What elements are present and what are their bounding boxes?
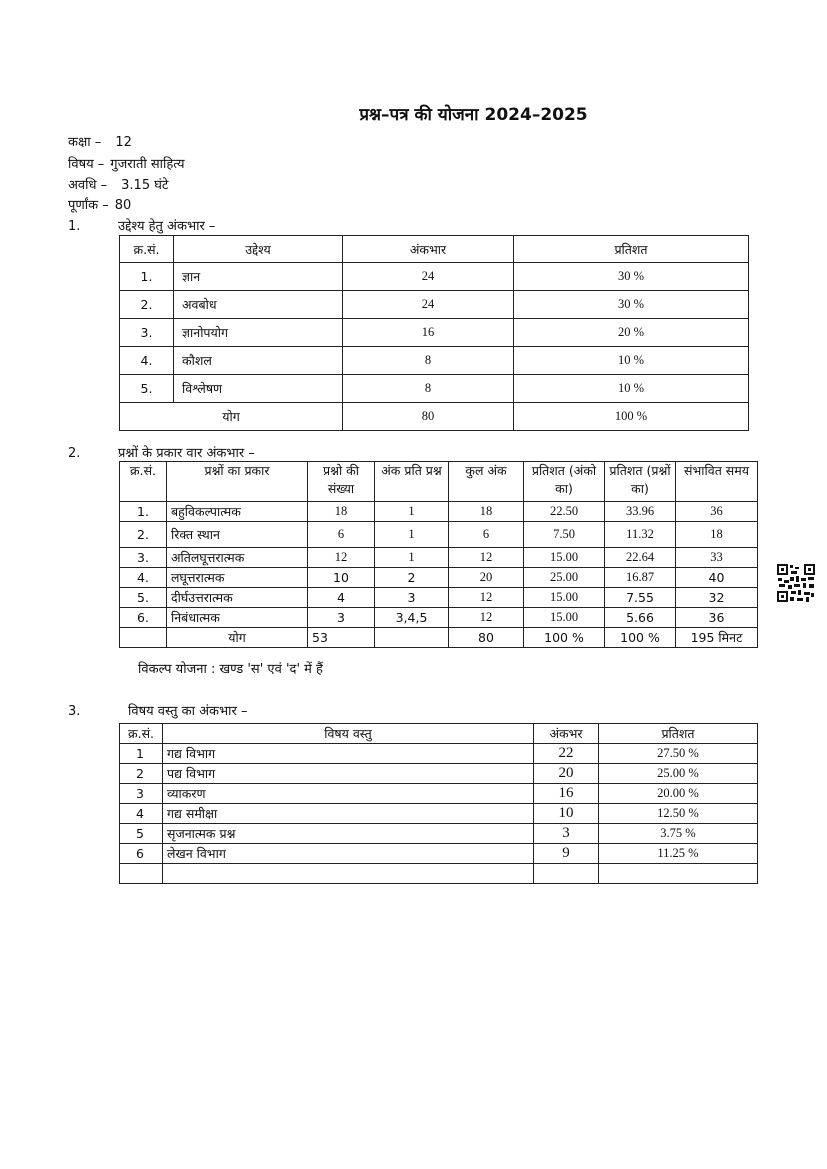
cell: 15.00: [524, 548, 605, 568]
cell: 33.96: [605, 502, 676, 522]
table-row: [120, 548, 758, 568]
cell: 6: [120, 844, 163, 864]
col-header: अंक प्रति प्रश्न: [375, 462, 449, 502]
cell: 22: [534, 744, 599, 764]
total-label: योग: [167, 628, 308, 648]
cell: 15.00: [524, 608, 605, 628]
cell: 24: [343, 263, 514, 291]
cell: 5.: [120, 375, 174, 403]
cell: गद्य विभाग: [163, 744, 534, 764]
page-title: प्रश्न–पत्र की योजना 2024–2025: [359, 105, 588, 125]
table-row: [120, 588, 758, 608]
col-header: क्र.सं.: [120, 462, 167, 502]
col-header: कुल अंक: [449, 462, 524, 502]
section1-title: उद्देश्य हेतु अंकभार –: [118, 219, 216, 234]
cell: 4.: [120, 568, 167, 588]
cell: 6: [449, 522, 524, 548]
col-header: अंकभार: [343, 236, 514, 263]
cell: 30 %: [514, 263, 749, 291]
section3-number: 3.: [68, 704, 81, 719]
content-weightage-table: [119, 723, 758, 884]
cell: 12: [449, 588, 524, 608]
cell: 3: [375, 588, 449, 608]
cell: 25.00: [524, 568, 605, 588]
table-row: [120, 764, 758, 784]
marks-line: [68, 195, 131, 213]
cell: 5.66: [605, 608, 676, 628]
class-value: 12: [115, 135, 132, 150]
table-row: [120, 319, 749, 347]
col-header: प्रतिशत: [514, 236, 749, 263]
cell: 12: [449, 548, 524, 568]
cell: 3: [534, 824, 599, 844]
total-marks: 80: [449, 628, 524, 648]
cell: [163, 864, 534, 884]
table-row: [120, 608, 758, 628]
col-header: विषय वस्तु: [163, 724, 534, 744]
cell: 16.87: [605, 568, 676, 588]
cell: [534, 864, 599, 884]
section2-number: 2.: [68, 446, 81, 461]
cell: 4: [120, 804, 163, 824]
cell: 7.55: [605, 588, 676, 608]
cell: 3.: [120, 319, 174, 347]
col-header: प्रतिशत (प्रश्नों का): [605, 462, 676, 502]
table-row: [120, 522, 758, 548]
qr-code-icon: [776, 563, 816, 603]
cell: 5: [120, 824, 163, 844]
cell: 12: [308, 548, 375, 568]
cell: 40: [676, 568, 758, 588]
cell: 4: [308, 588, 375, 608]
duration-line: [68, 175, 168, 193]
cell: 36: [676, 502, 758, 522]
table-row: [120, 784, 758, 804]
cell: 1: [375, 522, 449, 548]
cell: 20 %: [514, 319, 749, 347]
cell: लेखन विभाग: [163, 844, 534, 864]
cell: 3.: [120, 548, 167, 568]
cell: 2.: [120, 291, 174, 319]
cell: रिक्त स्थान: [167, 522, 308, 548]
duration-value: 3.15 घंटे: [121, 178, 169, 193]
cell: ज्ञानोपयोग: [174, 319, 343, 347]
cell: व्याकरण: [163, 784, 534, 804]
cell: 11.25 %: [599, 844, 758, 864]
table-row: [120, 568, 758, 588]
cell: 32: [676, 588, 758, 608]
cell: 8: [343, 375, 514, 403]
cell: 2.: [120, 522, 167, 548]
total-row: [120, 403, 749, 431]
cell: 20.00 %: [599, 784, 758, 804]
class-line: [68, 132, 132, 150]
cell: 20: [534, 764, 599, 784]
cell: अतिलघूत्तरात्मक: [167, 548, 308, 568]
cell: 24: [343, 291, 514, 319]
section1-number: 1.: [68, 219, 81, 234]
section1-heading: [68, 216, 215, 234]
marks-value: 80: [114, 198, 132, 213]
total-marks: 80: [343, 403, 514, 431]
cell: 33: [676, 548, 758, 568]
cell: अवबोध: [174, 291, 343, 319]
option-scheme-note: विकल्प योजना : खण्ड 'स' एवं 'द' में हैं: [138, 662, 323, 677]
cell: 3,4,5: [375, 608, 449, 628]
cell: 2: [375, 568, 449, 588]
cell: 22.50: [524, 502, 605, 522]
cell: 7.50: [524, 522, 605, 548]
section2-title: प्रश्नों के प्रकार वार अंकभार –: [118, 446, 255, 461]
total-percent-questions: 100 %: [605, 628, 676, 648]
cell: 16: [534, 784, 599, 804]
cell: 3.75 %: [599, 824, 758, 844]
duration-label: अवधि –: [68, 178, 108, 193]
cell: 30 %: [514, 291, 749, 319]
table-header-row: [120, 462, 758, 502]
cell: 6: [308, 522, 375, 548]
cell: 1: [375, 502, 449, 522]
cell: 18: [308, 502, 375, 522]
table-row: [120, 744, 758, 764]
cell: 1: [375, 548, 449, 568]
col-header: क्र.सं.: [120, 236, 174, 263]
cell: 3: [308, 608, 375, 628]
table-header-row: [120, 236, 749, 263]
subject-value: गुजराती साहित्य: [110, 157, 185, 172]
subject-label: विषय –: [68, 157, 105, 172]
cell: 8: [343, 347, 514, 375]
table-row: [120, 291, 749, 319]
cell: 2: [120, 764, 163, 784]
cell: 20: [449, 568, 524, 588]
cell: 16: [343, 319, 514, 347]
col-header: प्रतिशत: [599, 724, 758, 744]
cell: [120, 864, 163, 884]
objective-weightage-table: [119, 235, 749, 431]
cell: लघूत्तरात्मक: [167, 568, 308, 588]
class-label: कक्षा –: [68, 135, 102, 150]
col-header: उद्देश्य: [174, 236, 343, 263]
cell: पद्य विभाग: [163, 764, 534, 784]
subject-line: [68, 154, 185, 172]
cell: 11.32: [605, 522, 676, 548]
cell: 10: [534, 804, 599, 824]
marks-label: पूर्णांक –: [68, 198, 109, 213]
cell: 27.50 %: [599, 744, 758, 764]
table-row: [120, 263, 749, 291]
total-row: [120, 628, 758, 648]
cell: 10: [308, 568, 375, 588]
cell: कौशल: [174, 347, 343, 375]
total-label: योग: [120, 403, 343, 431]
section3-title: विषय वस्तु का अंकभार –: [128, 704, 248, 719]
question-type-table: [119, 461, 758, 648]
total-percent-marks: 100 %: [524, 628, 605, 648]
total-count: 53: [308, 628, 375, 648]
col-header: संभावित समय: [676, 462, 758, 502]
cell: 10 %: [514, 375, 749, 403]
cell: 25.00 %: [599, 764, 758, 784]
col-header: अंकभर: [534, 724, 599, 744]
table-row: [120, 864, 758, 884]
cell: 12.50 %: [599, 804, 758, 824]
cell: 6.: [120, 608, 167, 628]
cell: [599, 864, 758, 884]
col-header: क्र.सं.: [120, 724, 163, 744]
col-header: प्रतिशत (अंको का): [524, 462, 605, 502]
col-header: प्रश्नों का प्रकार: [167, 462, 308, 502]
cell: 5.: [120, 588, 167, 608]
total-percent: 100 %: [514, 403, 749, 431]
section2-heading: [68, 443, 255, 461]
cell: 22.64: [605, 548, 676, 568]
section3-heading: [68, 701, 247, 719]
cell: सृजनात्मक प्रश्न: [163, 824, 534, 844]
table-row: [120, 804, 758, 824]
cell: 1.: [120, 502, 167, 522]
cell: निबंधात्मक: [167, 608, 308, 628]
cell: 36: [676, 608, 758, 628]
cell: 18: [676, 522, 758, 548]
total-time: 195 मिनट: [676, 628, 758, 648]
cell: ज्ञान: [174, 263, 343, 291]
table-row: [120, 824, 758, 844]
cell: 1.: [120, 263, 174, 291]
cell: [375, 628, 449, 648]
cell: 10 %: [514, 347, 749, 375]
cell: बहुविकल्पात्मक: [167, 502, 308, 522]
table-row: [120, 375, 749, 403]
cell: 12: [449, 608, 524, 628]
cell: 1: [120, 744, 163, 764]
table-row: [120, 347, 749, 375]
table-header-row: [120, 724, 758, 744]
table-row: [120, 502, 758, 522]
cell: [120, 628, 167, 648]
cell: विश्लेषण: [174, 375, 343, 403]
cell: 3: [120, 784, 163, 804]
cell: गद्य समीक्षा: [163, 804, 534, 824]
cell: 9: [534, 844, 599, 864]
table-row: [120, 844, 758, 864]
cell: दीर्घउत्तरात्मक: [167, 588, 308, 608]
cell: 15.00: [524, 588, 605, 608]
cell: 18: [449, 502, 524, 522]
cell: 4.: [120, 347, 174, 375]
col-header: प्रश्नो की संख्या: [308, 462, 375, 502]
